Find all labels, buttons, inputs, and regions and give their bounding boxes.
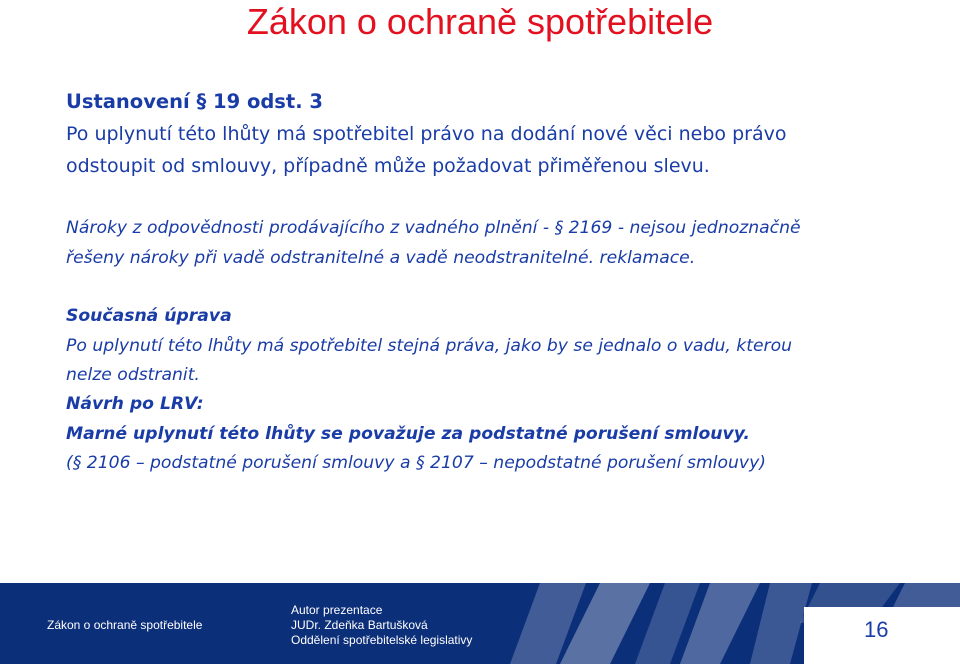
footer-bar xyxy=(0,583,960,664)
paragraph-4-line-1: Marné uplynutí této lhůty se považuje za podstatné porušení smlouvy. xyxy=(66,424,750,444)
footer-department: Oddělení spotřebitelské legislativy xyxy=(291,633,473,647)
paragraph-1-line-1: Po uplynutí této lhůty má spotřebitel právo na dodání nové věci nebo právo xyxy=(66,123,787,145)
paragraph-1-line-2: odstoupit od smlouvy, případně může požadovat přiměřenou slevu. xyxy=(66,155,710,177)
paragraph-2-line-1: Nároky z odpovědnosti prodávajícího z vadného plnění - § 2169 - nejsou jednoznačně xyxy=(66,218,801,238)
paragraph-2-line-2: řešeny nároky při vadě odstranitelné a vadě neodstranitelné. reklamace. xyxy=(66,248,696,268)
heading-soucasna-uprava: Současná úprava xyxy=(66,306,232,326)
footer-presentation-title: Zákon o ochraně spotřebitele xyxy=(47,618,203,632)
heading-ustanoveni: Ustanovení § 19 odst. 3 xyxy=(66,90,324,113)
slide-title: Zákon o ochraně spotřebitele xyxy=(246,1,714,42)
heading-navrh-po-lrv: Návrh po LRV: xyxy=(66,394,204,414)
paragraph-3-line-1: Po uplynutí této lhůty má spotřebitel stejná práva, jako by se jednalo o vadu, kterou xyxy=(66,336,793,356)
paragraph-3-line-2: nelze odstranit. xyxy=(66,365,200,385)
page-number: 16 xyxy=(864,617,889,642)
footer-author-label: Autor prezentace xyxy=(291,603,383,617)
paragraph-4-line-2: (§ 2106 – podstatné porušení smlouvy a § 2107 – nepodstatné porušení smlouvy) xyxy=(66,453,766,473)
footer-author-name: JUDr. Zdeňka Bartušková xyxy=(291,618,428,632)
